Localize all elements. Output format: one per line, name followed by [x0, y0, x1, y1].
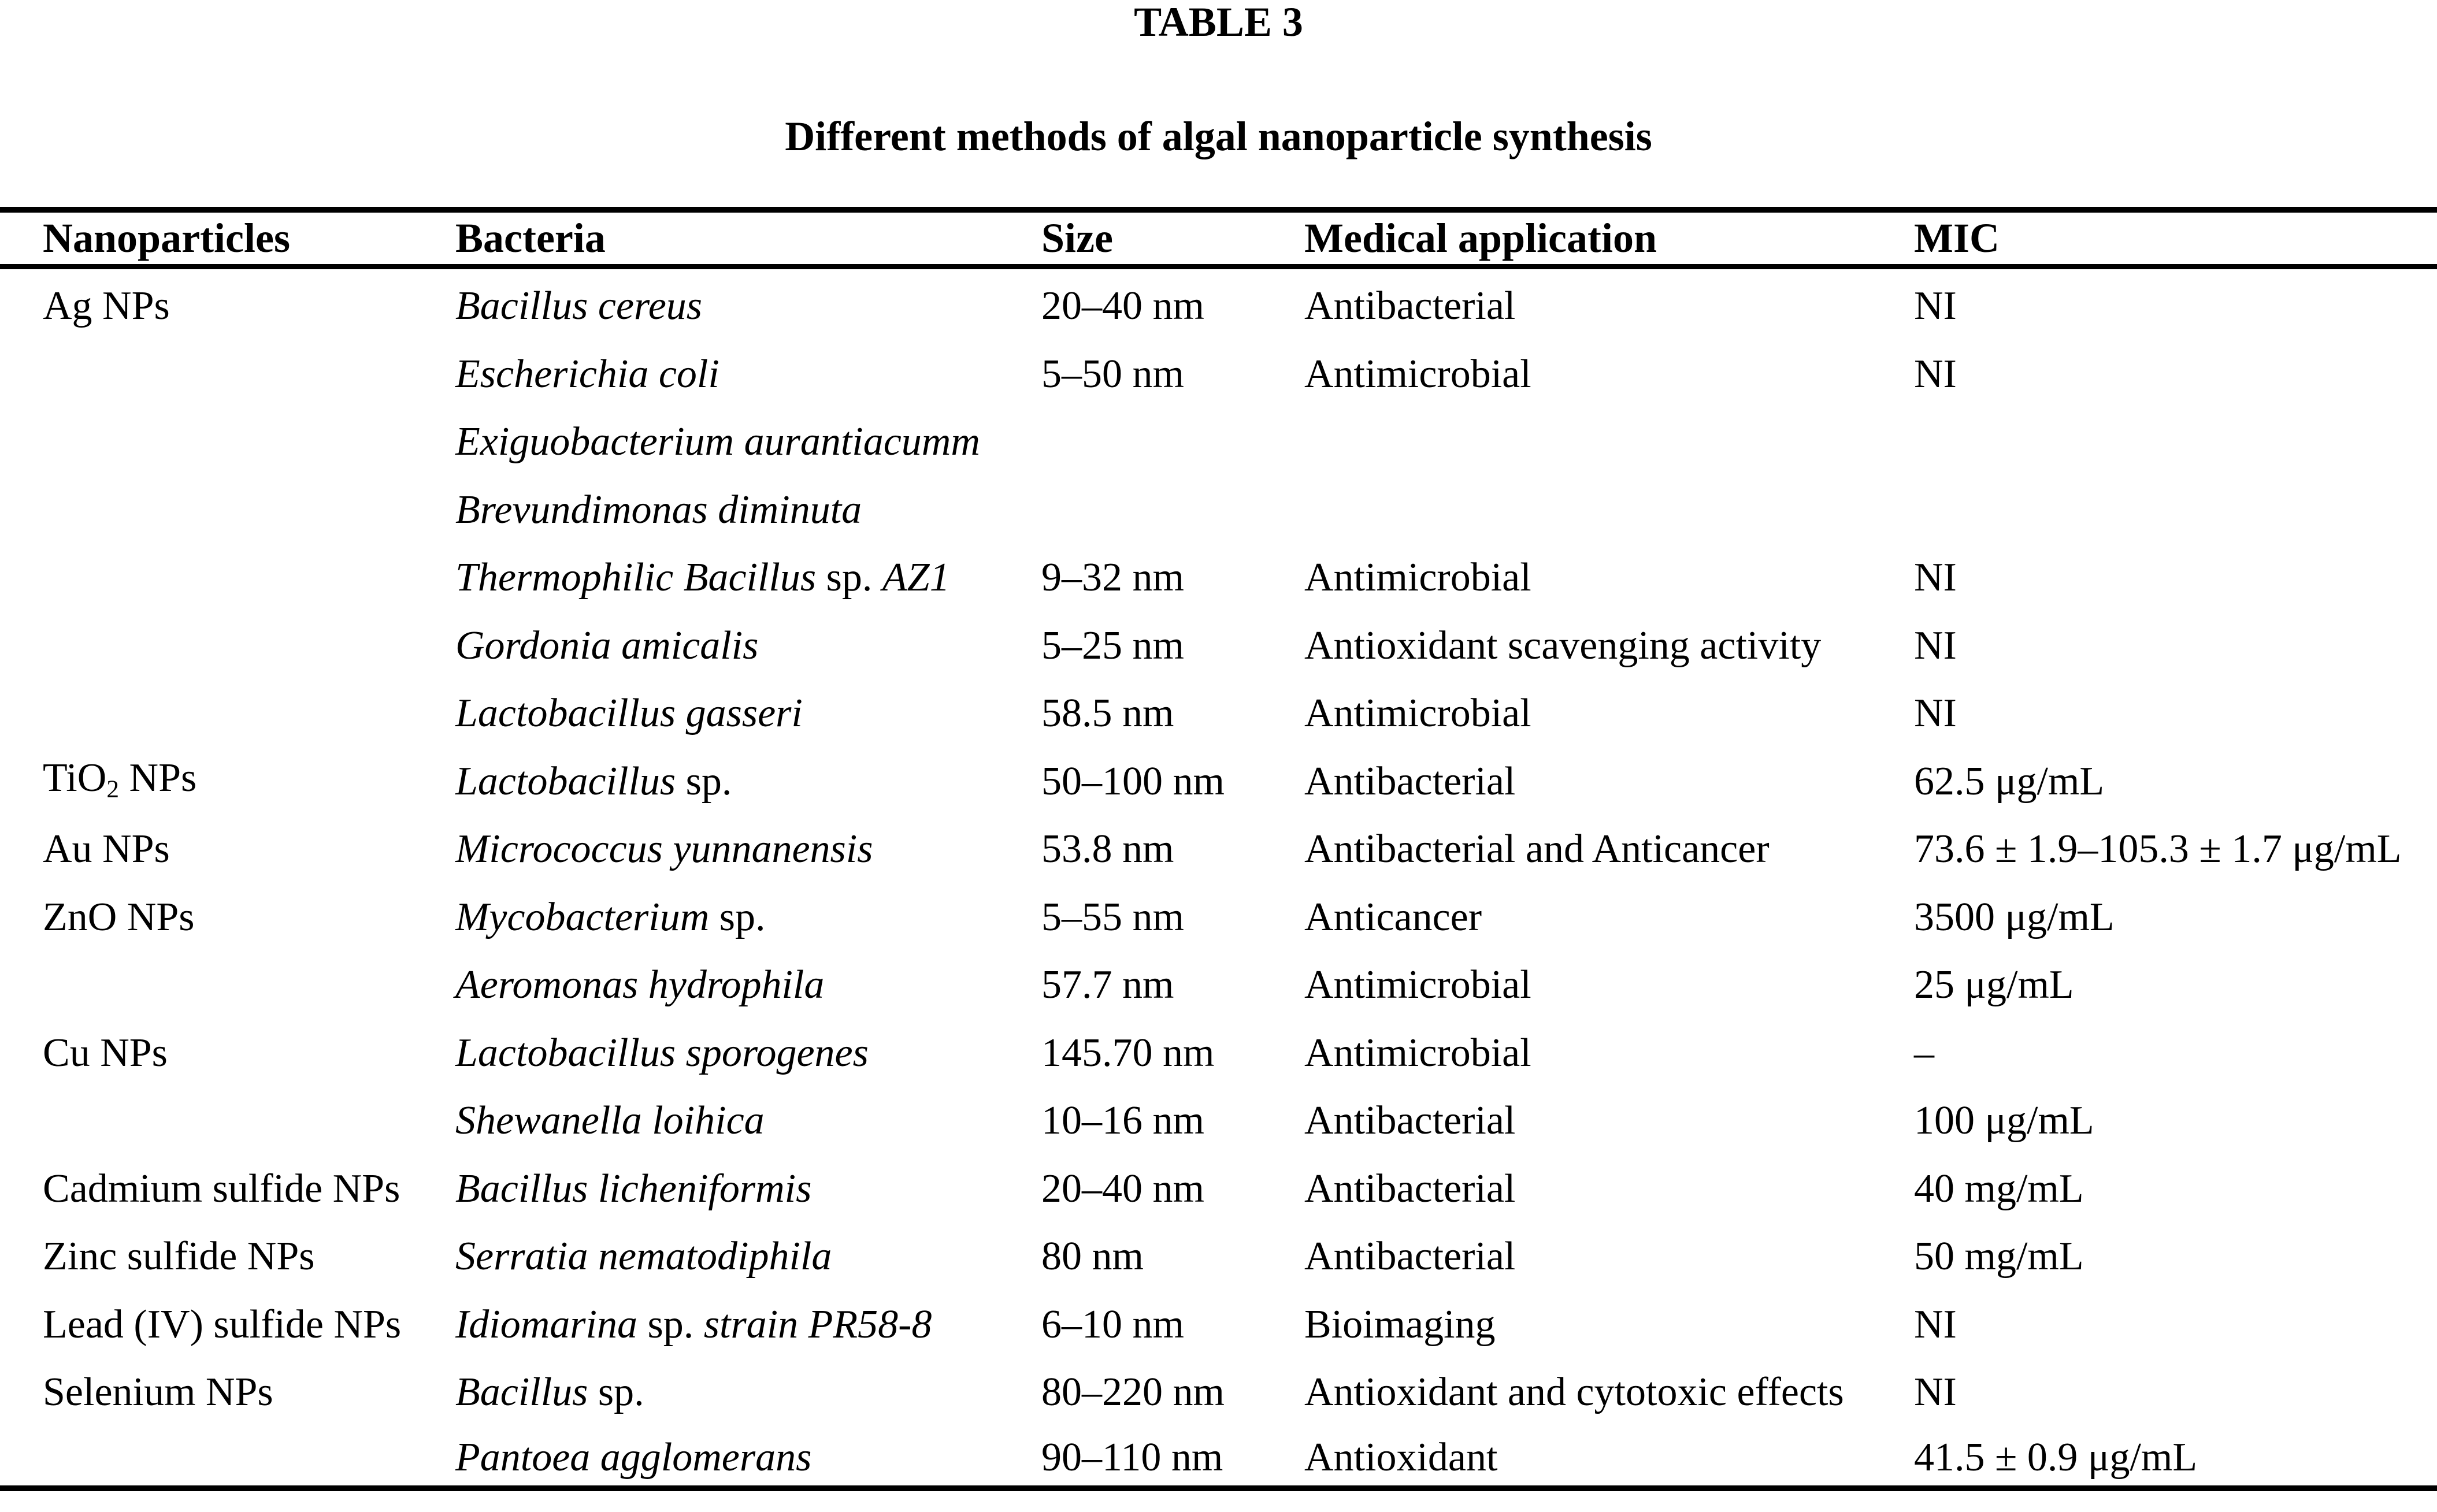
data-table: [0, 207, 2437, 1491]
application-cell: [1304, 470, 1914, 538]
bacteria-cell: [455, 1013, 1041, 1082]
text-segment: Cadmium sulfide NPs: [43, 1166, 400, 1211]
nanoparticle-cell: [0, 1285, 455, 1353]
bacteria-cell: [455, 470, 1041, 538]
table-row: [0, 878, 2437, 946]
species-name: Exiguobacterium aurantiacumm: [455, 419, 980, 464]
size-cell: 9–32 nm: [1041, 555, 1184, 600]
mic-cell: NI: [1914, 691, 1957, 735]
table-row: [0, 335, 2437, 403]
table-row: [0, 1013, 2437, 1082]
application-cell: [1304, 402, 1914, 470]
nanoparticle-cell: [0, 878, 455, 946]
mic-cell: 100 μg/mL: [1914, 1098, 2094, 1143]
species-name: Aeromonas hydrophila: [455, 963, 825, 1007]
mic-cell: 3500 μg/mL: [1914, 894, 2115, 939]
text-segment: sp.: [588, 1370, 644, 1414]
text-segment: sp.: [676, 759, 732, 804]
text-segment: Au NPs: [43, 827, 170, 871]
table-row: [0, 809, 2437, 878]
mic-cell: 50 mg/mL: [1914, 1234, 2084, 1279]
mic-cell: 73.6 ± 1.9–105.3 ± 1.7 μg/mL: [1914, 827, 2402, 871]
mic-cell: –: [1914, 1030, 1934, 1075]
bacteria-cell: [455, 809, 1041, 878]
bacteria-cell: [455, 335, 1041, 403]
application-cell: Antimicrobial: [1304, 1030, 1531, 1075]
table-row: [0, 402, 2437, 470]
table-row: [0, 1353, 2437, 1421]
bacteria-cell: [455, 1421, 1041, 1489]
species-name: Micrococcus yunnanensis: [455, 827, 873, 871]
bacteria-cell: [455, 1081, 1041, 1149]
table-label: TABLE 3: [1134, 0, 1303, 45]
header-row: [0, 210, 2437, 266]
text-segment: NPs: [119, 755, 197, 800]
text-segment: 2: [106, 775, 120, 803]
size-cell: 90–110 nm: [1041, 1435, 1223, 1480]
species-name: Mycobacterium: [455, 894, 710, 939]
species-name: Bacillus: [455, 1370, 588, 1414]
nanoparticle-cell: [0, 1149, 455, 1217]
application-cell: Anticancer: [1304, 894, 1482, 939]
species-name: Escherichia coli: [455, 351, 719, 396]
application-cell: Antioxidant and cytotoxic effects: [1304, 1370, 1844, 1414]
application-cell: Antimicrobial: [1304, 963, 1531, 1007]
size-cell: 57.7 nm: [1041, 963, 1174, 1007]
table-row: [0, 538, 2437, 606]
species-name: Lactobacillus sporogenes: [455, 1030, 869, 1075]
nanoparticle-cell: [0, 470, 455, 538]
size-cell: 5–50 nm: [1041, 351, 1184, 396]
size-cell: [1041, 470, 1304, 538]
size-cell: 58.5 nm: [1041, 691, 1174, 735]
species-name: Serratia nematodiphila: [455, 1234, 832, 1279]
table-row: [0, 742, 2437, 810]
nanoparticle-cell: [0, 1013, 455, 1082]
bacteria-cell: [455, 878, 1041, 946]
size-cell: 80 nm: [1041, 1234, 1144, 1279]
nanoparticle-cell: [0, 402, 455, 470]
bacteria-cell: [455, 742, 1041, 810]
table-row: [0, 266, 2437, 335]
species-name: Brevundimonas diminuta: [455, 487, 862, 532]
nanoparticle-cell: [0, 538, 455, 606]
nanoparticle-cell: [0, 1217, 455, 1285]
mic-cell: NI: [1914, 1370, 1957, 1414]
table-row: [0, 1217, 2437, 1285]
text-segment: sp.: [637, 1302, 704, 1347]
size-cell: 10–16 nm: [1041, 1098, 1204, 1143]
species-name: AZ1: [882, 555, 950, 600]
size-cell: 20–40 nm: [1041, 284, 1204, 328]
bacteria-cell: [455, 266, 1041, 335]
mic-cell: [1914, 402, 2437, 470]
text-segment: sp.: [816, 555, 882, 600]
size-cell: 5–55 nm: [1041, 894, 1184, 939]
nanoparticle-cell: [0, 809, 455, 878]
bacteria-cell: [455, 1353, 1041, 1421]
text-segment: Cu NPs: [43, 1030, 168, 1075]
bacteria-cell: [455, 1217, 1041, 1285]
table-row: [0, 1149, 2437, 1217]
mic-cell: NI: [1914, 555, 1957, 600]
application-cell: Antimicrobial: [1304, 351, 1531, 396]
mic-cell: 62.5 μg/mL: [1914, 759, 2105, 804]
species-name: Shewanella loihica: [455, 1098, 765, 1143]
size-cell: 145.70 nm: [1041, 1030, 1215, 1075]
table-row: [0, 1285, 2437, 1353]
column-header-bacteria: Bacteria: [455, 214, 606, 261]
column-header-mic: MIC: [1914, 214, 2000, 261]
column-header-size: Size: [1041, 214, 1113, 261]
column-header-medical-application: Medical application: [1304, 214, 1657, 261]
application-cell: Antibacterial: [1304, 1098, 1516, 1143]
nanoparticle-cell: [0, 674, 455, 742]
mic-cell: [1914, 470, 2437, 538]
size-cell: 5–25 nm: [1041, 623, 1184, 668]
bacteria-cell: [455, 1149, 1041, 1217]
species-name: Bacillus licheniformis: [455, 1166, 812, 1211]
mic-cell: NI: [1914, 1302, 1957, 1347]
application-cell: Antibacterial: [1304, 1166, 1516, 1211]
size-cell: 20–40 nm: [1041, 1166, 1204, 1211]
species-name: Lactobacillus: [455, 759, 676, 804]
bacteria-cell: [455, 538, 1041, 606]
text-segment: Ag NPs: [43, 284, 170, 328]
size-cell: 53.8 nm: [1041, 827, 1174, 871]
application-cell: Antioxidant scavenging activity: [1304, 623, 1822, 668]
mic-cell: NI: [1914, 351, 1957, 396]
nanoparticle-cell: [0, 1081, 455, 1149]
nanoparticle-cell: [0, 1353, 455, 1421]
mic-cell: NI: [1914, 623, 1957, 668]
bacteria-cell: [455, 674, 1041, 742]
application-cell: Antibacterial: [1304, 1234, 1516, 1279]
application-cell: Antibacterial: [1304, 284, 1516, 328]
size-cell: 80–220 nm: [1041, 1370, 1225, 1414]
bacteria-cell: [455, 402, 1041, 470]
application-cell: Antimicrobial: [1304, 555, 1531, 600]
size-cell: [1041, 402, 1304, 470]
bacteria-cell: [455, 1285, 1041, 1353]
bacteria-cell: [455, 945, 1041, 1013]
species-name: Lactobacillus gasseri: [455, 691, 803, 735]
table-row: [0, 674, 2437, 742]
text-segment: ZnO NPs: [43, 894, 195, 939]
size-cell: 50–100 nm: [1041, 759, 1225, 804]
column-header-nanoparticles: Nanoparticles: [43, 214, 290, 261]
table-header: [0, 210, 2437, 266]
species-name: Thermophilic Bacillus: [455, 555, 817, 600]
application-cell: Antibacterial and Anticancer: [1304, 827, 1770, 871]
species-name: strain PR58-8: [703, 1302, 932, 1347]
size-cell: 6–10 nm: [1041, 1302, 1184, 1347]
table-row: [0, 606, 2437, 674]
application-cell: Antimicrobial: [1304, 691, 1531, 735]
bacteria-cell: [455, 606, 1041, 674]
application-cell: Antioxidant: [1304, 1435, 1498, 1480]
text-segment: TiO: [43, 755, 107, 800]
nanoparticle-cell: [0, 1421, 455, 1489]
mic-cell: 40 mg/mL: [1914, 1166, 2084, 1211]
species-name: Idiomarina: [455, 1302, 637, 1347]
nanoparticle-cell: [0, 606, 455, 674]
table-row: [0, 1081, 2437, 1149]
application-cell: Bioimaging: [1304, 1302, 1496, 1347]
text-segment: Lead (IV) sulfide NPs: [43, 1302, 402, 1347]
nanoparticle-cell: [0, 335, 455, 403]
nanoparticle-cell: [0, 742, 455, 810]
application-cell: Antibacterial: [1304, 759, 1516, 804]
text-segment: Selenium NPs: [43, 1370, 273, 1414]
mic-cell: NI: [1914, 284, 1957, 328]
mic-cell: 41.5 ± 0.9 μg/mL: [1914, 1435, 2198, 1480]
text-segment: sp.: [709, 894, 766, 939]
table-row: [0, 470, 2437, 538]
nanoparticle-cell: [0, 945, 455, 1013]
table-body: [0, 266, 2437, 1488]
mic-cell: 25 μg/mL: [1914, 963, 2074, 1007]
nanoparticle-cell: [0, 266, 455, 335]
species-name: Gordonia amicalis: [455, 623, 759, 668]
table-row: [0, 945, 2437, 1013]
table-row: [0, 1421, 2437, 1489]
species-name: Pantoea agglomerans: [455, 1435, 812, 1480]
species-name: Bacillus cereus: [455, 284, 703, 328]
text-segment: Zinc sulfide NPs: [43, 1234, 315, 1279]
table-caption: Different methods of algal nanoparticle synthesis: [785, 113, 1652, 159]
